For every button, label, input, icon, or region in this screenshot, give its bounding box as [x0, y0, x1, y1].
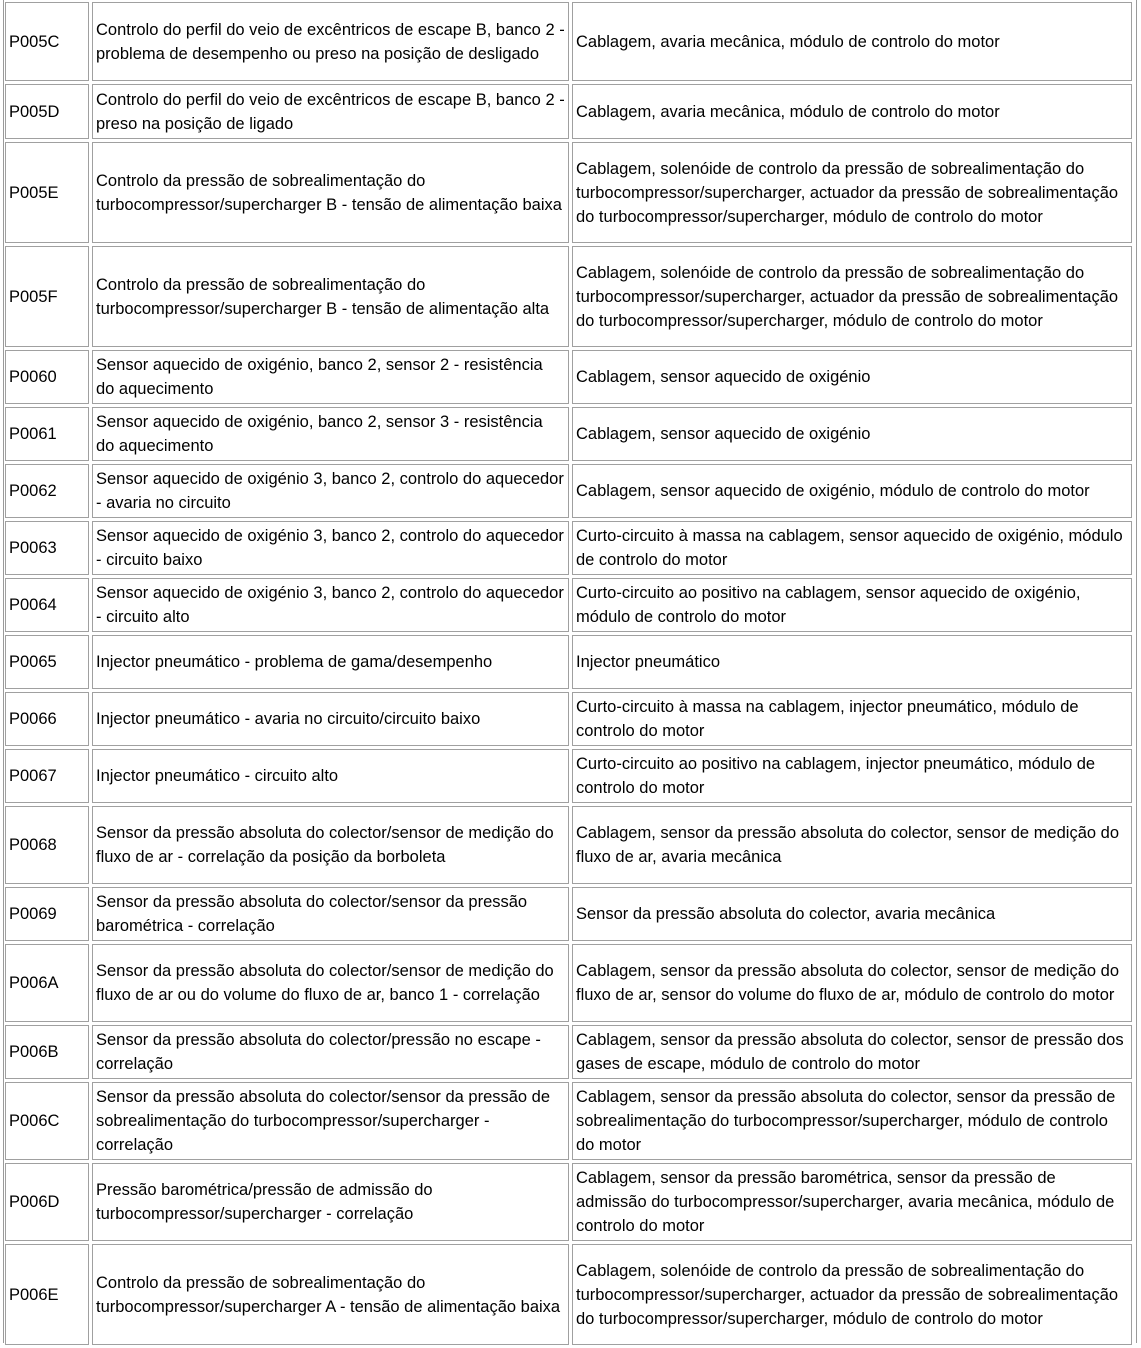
description-cell: Sensor da pressão absoluta do colector/sensor da pressão barométrica - correlação — [92, 887, 569, 941]
causes-cell: Cablagem, sensor aquecido de oxigénio — [572, 407, 1132, 461]
causes-cell: Curto-circuito à massa na cablagem, injector pneumático, módulo de controlo do motor — [572, 692, 1132, 746]
causes-cell: Cablagem, sensor aquecido de oxigénio, módulo de controlo do motor — [572, 464, 1132, 518]
code-cell: P0064 — [5, 578, 89, 632]
causes-cell: Cablagem, sensor da pressão absoluta do colector, sensor da pressão de sobrealimentação do turbocompressor/supercharger, módulo de controlo do motor — [572, 1082, 1132, 1160]
table-row — [5, 1082, 1132, 1160]
description-cell: Controlo da pressão de sobrealimentação do turbocompressor/supercharger B - tensão de alimentação baixa — [92, 142, 569, 243]
table-row — [5, 635, 1132, 689]
causes-cell: Cablagem, sensor da pressão absoluta do colector, sensor de pressão dos gases de escape, módulo de controlo do motor — [572, 1025, 1132, 1079]
causes-cell: Curto-circuito ao positivo na cablagem, injector pneumático, módulo de controlo do motor — [572, 749, 1132, 803]
description-cell: Sensor da pressão absoluta do colector/pressão no escape - correlação — [92, 1025, 569, 1079]
code-cell: P0068 — [5, 806, 89, 884]
description-cell: Sensor da pressão absoluta do colector/sensor da pressão de sobrealimentação do turbocompressor/supercharger - correlação — [92, 1082, 569, 1160]
causes-cell: Sensor da pressão absoluta do colector, avaria mecânica — [572, 887, 1132, 941]
description-cell: Sensor da pressão absoluta do colector/sensor de medição do fluxo de ar - correlação da posição da borboleta — [92, 806, 569, 884]
table-row — [5, 887, 1132, 941]
table-row — [5, 142, 1132, 243]
causes-cell: Curto-circuito à massa na cablagem, sensor aquecido de oxigénio, módulo de controlo do motor — [572, 521, 1132, 575]
causes-cell: Cablagem, sensor da pressão absoluta do colector, sensor de medição do fluxo de ar, avaria mecânica — [572, 806, 1132, 884]
description-cell: Sensor aquecido de oxigénio, banco 2, sensor 2 - resistência do aquecimento — [92, 350, 569, 404]
code-cell: P005F — [5, 246, 89, 347]
causes-cell: Cablagem, sensor da pressão absoluta do colector, sensor de medição do fluxo de ar, sensor do volume do fluxo de ar, módulo de controlo do motor — [572, 944, 1132, 1022]
code-cell: P005E — [5, 142, 89, 243]
causes-cell: Injector pneumático — [572, 635, 1132, 689]
description-cell: Pressão barométrica/pressão de admissão do turbocompressor/supercharger - correlação — [92, 1163, 569, 1241]
code-cell: P005C — [5, 2, 89, 81]
causes-cell: Cablagem, sensor aquecido de oxigénio — [572, 350, 1132, 404]
table-row — [5, 407, 1132, 461]
causes-cell: Cablagem, sensor da pressão barométrica, sensor da pressão de admissão do turbocompressor/supercharger, avaria mecânica, módulo de controlo do motor — [572, 1163, 1132, 1241]
causes-cell: Curto-circuito ao positivo na cablagem, sensor aquecido de oxigénio, módulo de controlo do motor — [572, 578, 1132, 632]
code-cell: P006B — [5, 1025, 89, 1079]
table-row — [5, 1244, 1132, 1345]
description-cell: Sensor aquecido de oxigénio, banco 2, sensor 3 - resistência do aquecimento — [92, 407, 569, 461]
description-cell: Controlo da pressão de sobrealimentação do turbocompressor/supercharger B - tensão de alimentação alta — [92, 246, 569, 347]
causes-cell: Cablagem, solenóide de controlo da pressão de sobrealimentação do turbocompressor/supercharger, actuador da pressão de sobrealimentação do turbocompressor/supercharger, módulo de controlo do motor — [572, 142, 1132, 243]
code-cell: P0062 — [5, 464, 89, 518]
table-row — [5, 350, 1132, 404]
description-cell: Injector pneumático - circuito alto — [92, 749, 569, 803]
causes-cell: Cablagem, avaria mecânica, módulo de controlo do motor — [572, 84, 1132, 139]
code-cell: P006E — [5, 1244, 89, 1345]
code-cell: P0069 — [5, 887, 89, 941]
causes-cell: Cablagem, avaria mecânica, módulo de controlo do motor — [572, 2, 1132, 81]
table-row — [5, 749, 1132, 803]
table-row — [5, 692, 1132, 746]
table-row — [5, 2, 1132, 81]
code-cell: P0067 — [5, 749, 89, 803]
code-cell: P0066 — [5, 692, 89, 746]
code-cell: P006C — [5, 1082, 89, 1160]
description-cell: Controlo da pressão de sobrealimentação do turbocompressor/supercharger A - tensão de alimentação baixa — [92, 1244, 569, 1345]
code-cell: P0061 — [5, 407, 89, 461]
code-cell: P006A — [5, 944, 89, 1022]
causes-cell: Cablagem, solenóide de controlo da pressão de sobrealimentação do turbocompressor/supercharger, actuador da pressão de sobrealimentação do turbocompressor/supercharger, módulo de controlo do motor — [572, 1244, 1132, 1345]
dtc-table — [2, 0, 1135, 1348]
description-cell: Sensor aquecido de oxigénio 3, banco 2, controlo do aquecedor - circuito baixo — [92, 521, 569, 575]
table-row — [5, 1163, 1132, 1241]
code-cell: P006D — [5, 1163, 89, 1241]
dtc-table-body — [5, 2, 1132, 1345]
description-cell: Controlo do perfil do veio de excêntricos de escape B, banco 2 - preso na posição de ligado — [92, 84, 569, 139]
description-cell: Sensor da pressão absoluta do colector/sensor de medição do fluxo de ar ou do volume do fluxo de ar, banco 1 - correlação — [92, 944, 569, 1022]
table-row — [5, 578, 1132, 632]
code-cell: P0063 — [5, 521, 89, 575]
table-row — [5, 246, 1132, 347]
table-row — [5, 1025, 1132, 1079]
table-row — [5, 806, 1132, 884]
table-row — [5, 521, 1132, 575]
causes-cell: Cablagem, solenóide de controlo da pressão de sobrealimentação do turbocompressor/supercharger, actuador da pressão de sobrealimentação do turbocompressor/supercharger, módulo de controlo do motor — [572, 246, 1132, 347]
description-cell: Injector pneumático - avaria no circuito/circuito baixo — [92, 692, 569, 746]
code-cell: P0060 — [5, 350, 89, 404]
table-row — [5, 464, 1132, 518]
code-cell: P0065 — [5, 635, 89, 689]
description-cell: Controlo do perfil do veio de excêntricos de escape B, banco 2 - problema de desempenho ou preso na posição de desligado — [92, 2, 569, 81]
description-cell: Sensor aquecido de oxigénio 3, banco 2, controlo do aquecedor - avaria no circuito — [92, 464, 569, 518]
description-cell: Sensor aquecido de oxigénio 3, banco 2, controlo do aquecedor - circuito alto — [92, 578, 569, 632]
description-cell: Injector pneumático - problema de gama/desempenho — [92, 635, 569, 689]
table-row — [5, 944, 1132, 1022]
code-cell: P005D — [5, 84, 89, 139]
table-row — [5, 84, 1132, 139]
